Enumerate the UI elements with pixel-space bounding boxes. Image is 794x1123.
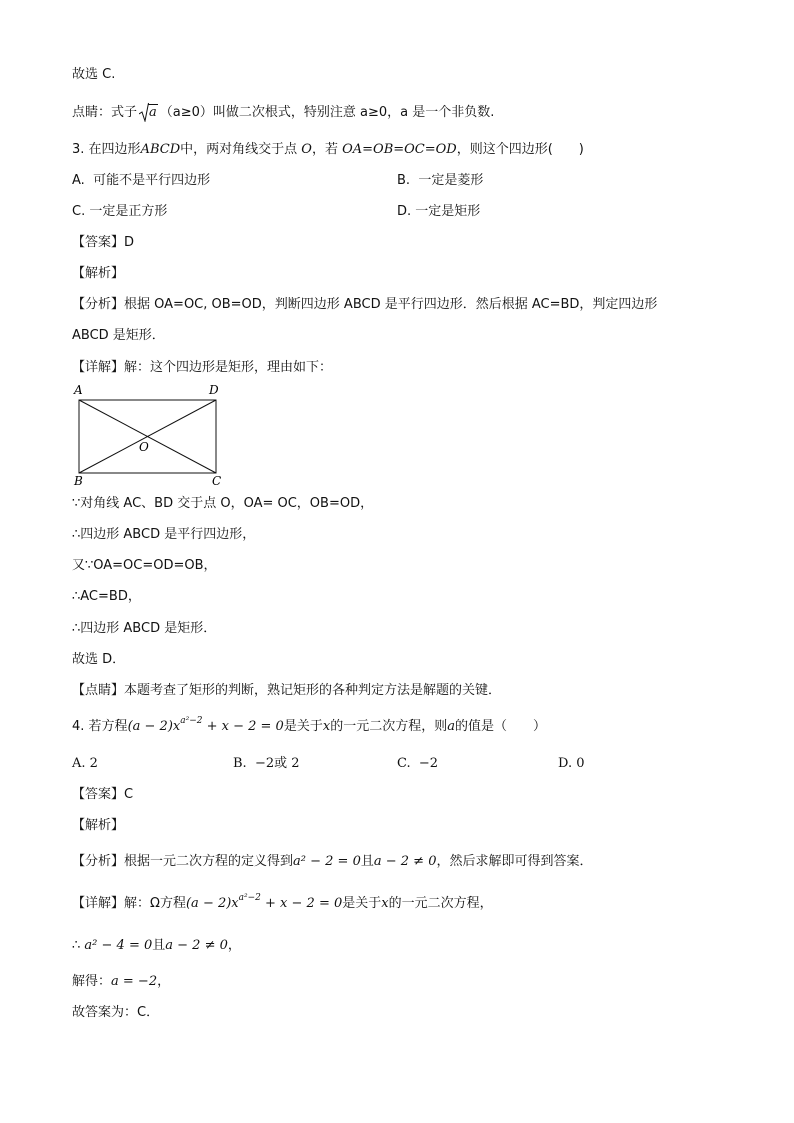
q3-step-5: ∴四边形 ABCD 是矩形． bbox=[72, 621, 217, 636]
q4-step2-a: 解得： bbox=[72, 974, 112, 989]
q4-option-b bbox=[233, 755, 300, 773]
label-c: C bbox=[212, 474, 222, 488]
q4-detail-tag: 【详解】 bbox=[72, 896, 125, 911]
q4-equation bbox=[127, 716, 284, 734]
q4-answer-value: C bbox=[124, 787, 134, 802]
q4-fenxi-c: ，然后求解即可得到答案． bbox=[436, 854, 593, 869]
q4-analysis-tag: 【解析】 bbox=[72, 818, 125, 833]
label-o: O bbox=[139, 440, 149, 454]
q4-number: 4. bbox=[72, 719, 85, 734]
q3-fenxi-tag: 【分析】 bbox=[72, 297, 125, 312]
q4-step2-eq: a = −2 bbox=[111, 974, 158, 989]
q3-comment-text: 本题考查了矩形的判断，熟记矩形的各种判定方法是解题的关键． bbox=[124, 683, 502, 698]
q4-fenxi-eq1: a² − 2 = 0 bbox=[293, 854, 361, 869]
q3-stem-c: ，若 bbox=[311, 142, 338, 157]
q3-option-a-letter: A. bbox=[72, 173, 85, 188]
q4-step1-end: ， bbox=[227, 938, 241, 953]
q3-option-d bbox=[397, 203, 480, 221]
q3-stem-eq: OA=OB=OC=OD bbox=[342, 142, 457, 157]
q3-fenxi-text1: 根据 OA=OC, OB=OD，判断四边形 ABCD 是平行四边形．然后根据 AC=BD，判定四边形 bbox=[124, 297, 658, 312]
q2-comment bbox=[72, 104, 494, 122]
q3-detail-line bbox=[72, 359, 332, 377]
q4-detail-var: x bbox=[381, 896, 389, 911]
q4-step1-eq2: a − 2 ≠ 0 bbox=[165, 938, 228, 953]
label-a: A bbox=[74, 383, 83, 397]
q4-stem bbox=[72, 718, 546, 736]
q3-option-c bbox=[72, 203, 167, 221]
q4-fenxi-a: 根据一元二次方程的定义得到 bbox=[124, 854, 294, 869]
q4-option-c-letter: C. bbox=[397, 756, 411, 771]
q2-choice: 故选 C. bbox=[72, 67, 116, 82]
q3-step-3: 又∵OA=OC=OD=OB， bbox=[72, 558, 217, 573]
label-b: B bbox=[74, 474, 83, 488]
q3-option-d-letter: D. bbox=[397, 204, 412, 219]
q4-detail-eq-pre: (a − 2)x bbox=[185, 896, 239, 911]
q3-option-d-text: 一定是矩形 bbox=[415, 204, 481, 219]
q4-detail bbox=[72, 895, 493, 913]
q4-fenxi-eq2: a − 2 ≠ 0 bbox=[373, 854, 437, 869]
q3-stem-shape: ABCD bbox=[140, 142, 181, 157]
q3-answer bbox=[72, 234, 134, 252]
q3-option-b-letter: B. bbox=[397, 173, 411, 188]
rectangle-diagram bbox=[70, 380, 240, 490]
q4-fenxi bbox=[72, 853, 593, 871]
q3-option-b bbox=[397, 172, 483, 190]
q3-comment bbox=[72, 682, 501, 700]
q2-comment-suffix: （a≥0）叫做二次根式，特别注意 a≥0，a 是一个非负数. bbox=[159, 105, 495, 120]
q4-step2-end: ， bbox=[157, 974, 171, 989]
q3-step-1: ∵对角线 AC、BD 交于点 O，OA= OC，OB=OD， bbox=[72, 496, 374, 511]
q4-detail-equation bbox=[185, 893, 343, 911]
q4-final: 故答案为：C． bbox=[72, 1005, 160, 1020]
q4-detail-d: 的一元二次方程， bbox=[388, 896, 493, 911]
q3-stem-b: 中，两对角线交于点 bbox=[180, 142, 298, 157]
q4-detail-eq-post: + x − 2 = 0 bbox=[260, 896, 343, 911]
q4-step1-and: 且 bbox=[152, 938, 166, 953]
q4-detail-b: 方程 bbox=[159, 896, 186, 911]
q4-fenxi-tag: 【分析】 bbox=[72, 854, 125, 869]
q4-option-c bbox=[397, 755, 438, 773]
q3-detail-intro: 解：这个四边形是矩形，理由如下： bbox=[124, 360, 333, 375]
q3-step-6: 故选 D． bbox=[72, 652, 126, 667]
q4-stem-a: 若方程 bbox=[88, 719, 128, 734]
because-icon: Ω bbox=[150, 896, 160, 911]
q3-option-c-text: 一定是正方形 bbox=[89, 204, 168, 219]
q4-option-d-text: 0 bbox=[576, 756, 585, 771]
q3-option-a bbox=[72, 172, 210, 190]
q4-eq-exp: a²−2 bbox=[180, 716, 203, 726]
q3-stem-point: O bbox=[301, 142, 312, 157]
q4-fenxi-b: 且 bbox=[360, 854, 374, 869]
q3-option-c-letter: C. bbox=[72, 204, 86, 219]
sqrt-radicand: a bbox=[149, 105, 157, 120]
q4-step-2 bbox=[72, 973, 170, 991]
therefore-icon: ∴ bbox=[72, 938, 81, 953]
q4-option-a-text: 2 bbox=[89, 756, 98, 771]
sqrt-expression bbox=[139, 104, 158, 122]
label-d: D bbox=[209, 383, 219, 397]
q3-step-4: ∴AC=BD， bbox=[72, 589, 141, 604]
q4-option-a bbox=[72, 755, 98, 773]
q4-answer-tag: 【答案】 bbox=[72, 787, 125, 802]
q3-answer-value: D bbox=[124, 235, 135, 250]
q4-detail-c: 是关于 bbox=[342, 896, 382, 911]
q3-number: 3. bbox=[72, 142, 85, 157]
q4-option-d bbox=[558, 755, 585, 773]
q4-detail-a: 解： bbox=[124, 896, 151, 911]
q3-detail-tag: 【详解】 bbox=[72, 360, 125, 375]
q4-step-1 bbox=[72, 937, 241, 955]
q4-answer bbox=[72, 786, 133, 804]
q3-analysis-tag: 【解析】 bbox=[72, 266, 125, 281]
q4-eq-pre: (a − 2)x bbox=[127, 719, 181, 734]
q3-option-a-text: 可能不是平行四边形 bbox=[93, 173, 211, 188]
q3-option-b-text: 一定是菱形 bbox=[418, 173, 484, 188]
q4-option-b-text: −2或 2 bbox=[254, 756, 300, 771]
q4-option-b-letter: B. bbox=[233, 756, 247, 771]
q4-step1-eq1: a² − 4 = 0 bbox=[84, 938, 153, 953]
q4-option-c-text: −2 bbox=[418, 756, 439, 771]
q3-stem-d: ，则这个四边形( ) bbox=[456, 142, 584, 157]
q4-stem-b: 是关于 bbox=[283, 719, 323, 734]
q4-stem-d: 的值是（ ） bbox=[454, 719, 546, 734]
q4-eq-post: + x − 2 = 0 bbox=[202, 719, 284, 734]
q4-stem-c: 的一元二次方程，则 bbox=[330, 719, 448, 734]
q4-stem-var: x bbox=[322, 719, 331, 734]
q3-step-2: ∴四边形 ABCD 是平行四边形， bbox=[72, 527, 256, 542]
q3-answer-tag: 【答案】 bbox=[72, 235, 125, 250]
q4-option-d-letter: D. bbox=[558, 756, 573, 771]
q2-comment-prefix: 点睛：式子 bbox=[72, 105, 138, 120]
q4-detail-eq-exp: a²−2 bbox=[238, 893, 261, 903]
q3-fenxi-line2: ABCD 是矩形． bbox=[72, 328, 165, 343]
q4-option-a-letter: A. bbox=[72, 756, 86, 771]
q3-fenxi-line1 bbox=[72, 296, 657, 314]
q3-stem-a: 在四边形 bbox=[88, 142, 141, 157]
q3-comment-tag: 【点睛】 bbox=[72, 683, 125, 698]
q3-stem bbox=[72, 141, 584, 159]
q4-stem-var2: a bbox=[447, 719, 455, 734]
